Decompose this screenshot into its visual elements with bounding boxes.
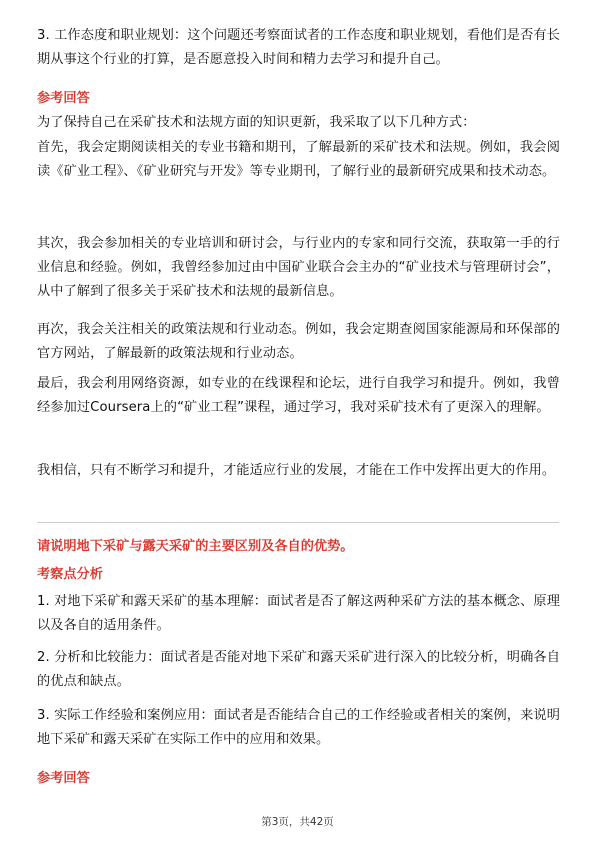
answer-conclusion: 我相信，只有不断学习和提升，才能适应行业的发展，才能在工作中发挥出更大的作用。 — [37, 463, 556, 478]
answer-paragraph-third: 再次，我会关注相关的政策法规和行业动态。例如，我会定期查阅国家能源局和环保部的官方网站，了解最新的政策法规和行业动态。 — [37, 322, 560, 361]
section-divider — [37, 522, 559, 523]
analysis-heading: 考察点分析 — [37, 567, 103, 582]
analysis-item-2: 2. 分析和比较能力：面试者是否能对地下采矿和露天采矿进行深入的比较分析，明确各自的优点和缺点。 — [37, 650, 560, 689]
page-number: 第3页，共42页 — [261, 816, 334, 828]
reference-answer-heading: 参考回答 — [37, 91, 90, 106]
analysis-item-1: 1. 对地下采矿和露天采矿的基本理解：面试者是否了解这两种采矿方法的基本概念、原理以及各自的适用条件。 — [37, 594, 560, 633]
answer-intro: 为了保持自己在采矿技术和法规方面的知识更新，我采取了以下几种方式： — [37, 115, 476, 130]
answer-paragraph-first: 首先，我会定期阅读相关的专业书籍和期刊，了解最新的采矿技术和法规。例如，我会阅读《矿业工程》、《矿业研究与开发》等专业期刊，了解行业的最新研究成果和技术动态。 — [37, 140, 560, 179]
interview-question: 请说明地下采矿与露天采矿的主要区别及各自的优势。 — [37, 539, 354, 554]
analysis-item-3: 3. 实际工作经验和案例应用：面试者是否能结合自己的工作经验或者相关的案例，来说明地下采矿和露天采矿在实际工作中的应用和效果。 — [37, 708, 560, 747]
answer-paragraph-second: 其次，我会参加相关的专业培训和研讨会，与行业内的专家和同行交流，获取第一手的行业信息和经验。例如，我曾经参加过由中国矿业联合会主办的“矿业技术与管理研讨会”，从中了解到了很多关于采矿技术和法规的最新信息。 — [37, 236, 560, 299]
consideration-item-3: 3. 工作态度和职业规划：这个问题还考察面试者的工作态度和职业规划，看他们是否有长期从事这个行业的打算，是否愿意投入时间和精力去学习和提升自己。 — [37, 28, 560, 67]
reference-answer-heading-2: 参考回答 — [37, 771, 90, 786]
answer-paragraph-last: 最后，我会利用网络资源，如专业的在线课程和论坛，进行自我学习和提升。例如，我曾经参加过Coursera上的“矿业工程”课程，通过学习，我对采矿技术有了更深入的理解。 — [37, 376, 560, 415]
